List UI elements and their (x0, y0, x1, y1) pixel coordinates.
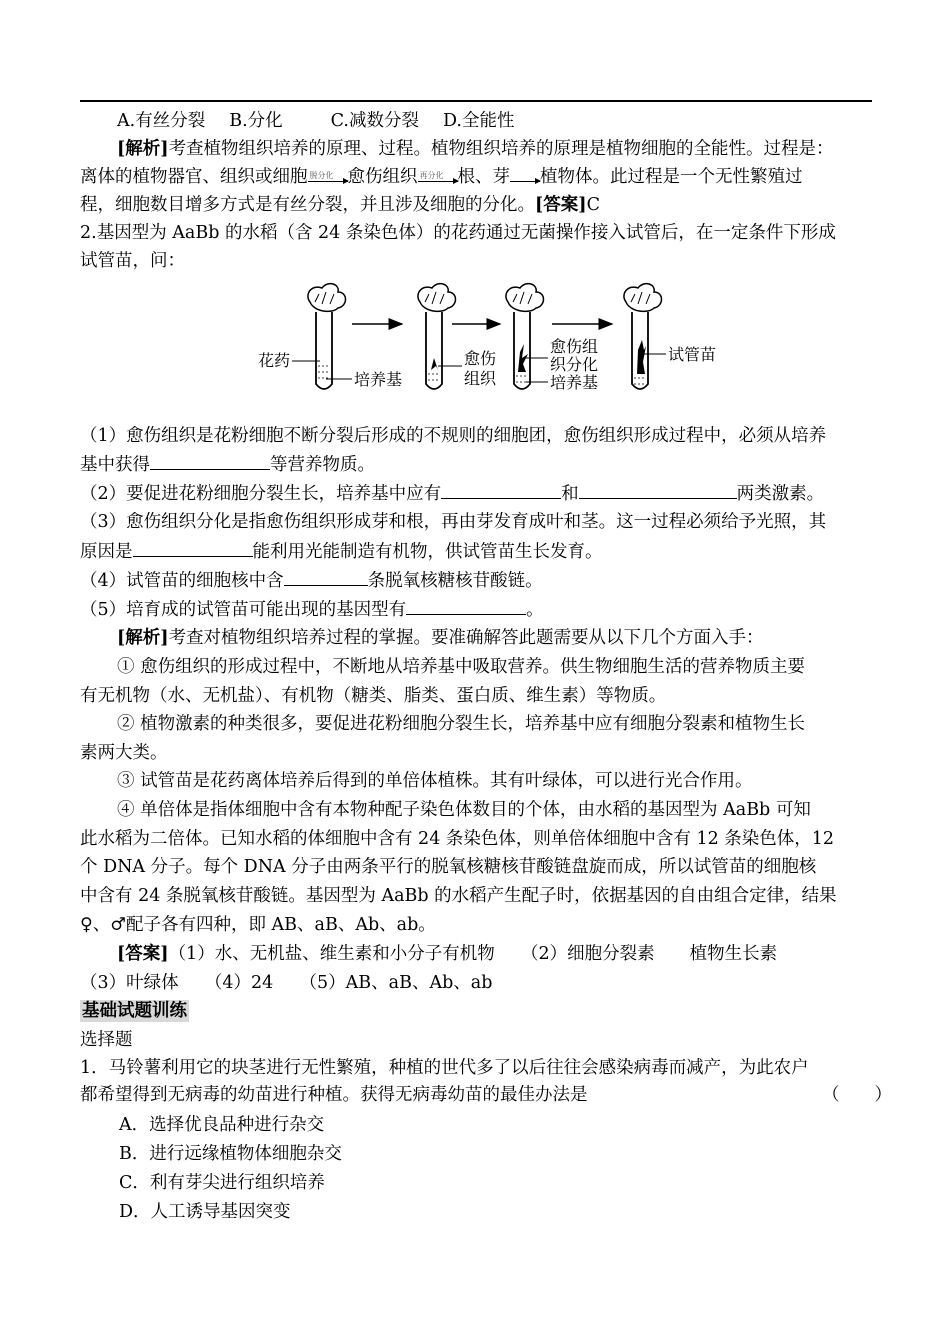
label-callus-2: 组织 (464, 369, 497, 388)
label-anther: 花药 (258, 351, 291, 370)
q2-analysis-p3: ③ 试管苗是花药离体培养后得到的单倍体植株。其有叶绿体，可以进行光合作用。 (117, 771, 753, 791)
answer-blank-1[interactable] (150, 453, 270, 470)
q2-analysis-p4e: ♀、♂配子各有四种，即 AB、aB、Ab、ab。 (80, 915, 436, 935)
q2-analysis-p1b: 有无机物（水、无机盐）、有机物（糖类、脂类、蛋白质、维生素）等物质。 (80, 686, 667, 706)
mcq-stem-1: 1．马铃薯利用它的块茎进行无性繁殖，种植的世代多了以后往往会感染病毒而减产，为此农户 (80, 1058, 809, 1078)
test-tube-2 (418, 284, 456, 389)
mcq-stem-2: 都希望得到无病毒的幼苗进行种植。获得无病毒幼苗的最佳办法是 (80, 1085, 588, 1105)
q2-question-3a: （3）愈伤组织分化是指愈伤组织形成芽和根，再由芽发育成叶和茎。这一过程必须给予光照，其 (80, 512, 827, 532)
q2-question-3b: 原因是 能利用光能制造有机物，供试管苗生长发育。 (80, 542, 603, 562)
analysis-tag: [解析] (117, 139, 169, 159)
q2-question-1a: （1）愈伤组织是花粉细胞不断分裂后形成的不规则的细胞团，愈伤组织形成过程中，必须从培养 (80, 426, 827, 446)
q2-question-5: （5）培育成的试管苗可能出现的基因型有 。 (80, 600, 544, 620)
option-b: B.分化 (229, 111, 283, 131)
q2-answer-line1: [答案]（1）水、无机盐、维生素和小分子有机物 （2）细胞分裂素 植物生长素 (117, 944, 778, 964)
mcq-option-d[interactable]: D．人工诱导基因突变 (119, 1202, 291, 1222)
mcq-option-b[interactable]: B．进行远缘植物体细胞杂交 (119, 1144, 342, 1164)
label-diff-2: 织分化 (550, 355, 599, 374)
label-callus-1: 愈伤 (464, 349, 497, 368)
answer-blank-5[interactable] (406, 598, 526, 615)
option-c: C.减数分裂 (330, 111, 419, 131)
label-medium: 培养基 (354, 370, 403, 389)
option-a: A.有丝分裂 (117, 111, 206, 131)
q2-analysis-p4a: ④ 单倍体是指体细胞中含有本物种配子染色体数目的个体，由水稻的基因型为 AaBb 可知 (117, 800, 811, 820)
redifferentiation-arrow: 再分化 (418, 169, 458, 187)
q2-analysis-p4d: 中含有 24 条脱氧核苷酸链。基因型为 AaBb 的水稻产生配子时，依据基因的自由组合定律，结果 (80, 886, 837, 906)
answer-value: C (586, 195, 600, 215)
label-seedling: 试管苗 (668, 345, 717, 364)
label-diff-1: 愈伤组 (550, 337, 599, 356)
q2-answer-line2: （3）叶绿体 （4）24 （5）AB、aB、Ab、ab (80, 973, 493, 993)
answer-blank-3[interactable] (133, 540, 253, 557)
q2-analysis-p2b: 素两大类。 (80, 743, 168, 763)
q2-question-2: （2）要促进花粉细胞分裂生长，培养基中应有 和 两类激素。 (80, 484, 825, 504)
header-rule (80, 100, 872, 102)
q2-stem-line1: 2.基因型为 AaBb 的水稻（含 24 条染色体）的花药通过无菌操作接入试管后，在一定条件下形成 (80, 223, 836, 243)
q2-analysis-p1a: ① 愈伤组织的形成过程中，不断地从培养基中吸取营养。供生物细胞生活的营养物质主要 (117, 657, 806, 677)
label-medium-2: 培养基 (550, 373, 599, 392)
answer-paren[interactable]: （ ） (822, 1085, 892, 1105)
test-tube-3 (506, 284, 544, 389)
q2-analysis-p2a: ② 植物激素的种类很多，要促进花粉细胞分裂生长，培养基中应有细胞分裂素和植物生长 (117, 714, 806, 734)
q2-analysis-p4c: 个 DNA 分子。每个 DNA 分子由两条平行的脱氧核糖核苷酸链盘旋而成，所以试管苗的细胞核 (80, 857, 817, 877)
q1-analysis-line1: [解析]考查植物组织培养的原理、过程。植物组织培养的原理是植物细胞的全能性。过程是： (117, 139, 834, 159)
q2-stem-line2: 试管苗，问： (80, 251, 185, 271)
mcq-option-a[interactable]: A．选择优良品种进行杂交 (119, 1115, 325, 1135)
section-title: 基础试题训练 (82, 1001, 187, 1021)
test-tube-1 (308, 284, 346, 389)
q2-analysis-p4b: 此水稻为二倍体。已知水稻的体细胞中含有 24 条染色体，则单倍体细胞中含有 12 条染色体，12 (80, 829, 835, 849)
answer-blank-4[interactable] (284, 569, 368, 586)
test-tube-4 (624, 284, 662, 389)
answer-tag: [答案] (535, 195, 587, 215)
q1-options (117, 110, 877, 132)
q1-analysis-line3: 程，细胞数目增多方式是有丝分裂，并且涉及细胞的分化。[答案]C (80, 195, 600, 215)
tissue-culture-figure (252, 282, 732, 402)
option-d: D.全能性 (442, 111, 515, 131)
q2-question-4: （4）试管苗的细胞核中含 条脱氧核糖核苷酸链。 (80, 571, 543, 591)
answer-blank-2b[interactable] (579, 482, 737, 499)
develop-arrow (510, 169, 540, 187)
mcq-option-c[interactable]: C．利有芽尖进行组织培养 (119, 1173, 325, 1193)
q1-analysis-line2: 离体的植物器官、组织或细胞 脱分化 愈伤组织 再分化 根、芽 植物体。此过程是一个无性繁殖过 (80, 167, 803, 187)
section-subtitle: 选择题 (80, 1030, 133, 1050)
q2-analysis-intro: [解析]考查对植物组织培养过程的掌握。要准确解答此题需要从以下几个方面入手： (117, 628, 764, 648)
dedifferentiation-arrow: 脱分化 (308, 169, 348, 187)
answer-blank-2a[interactable] (441, 482, 561, 499)
q2-question-1b: 基中获得 等营养物质。 (80, 455, 375, 475)
